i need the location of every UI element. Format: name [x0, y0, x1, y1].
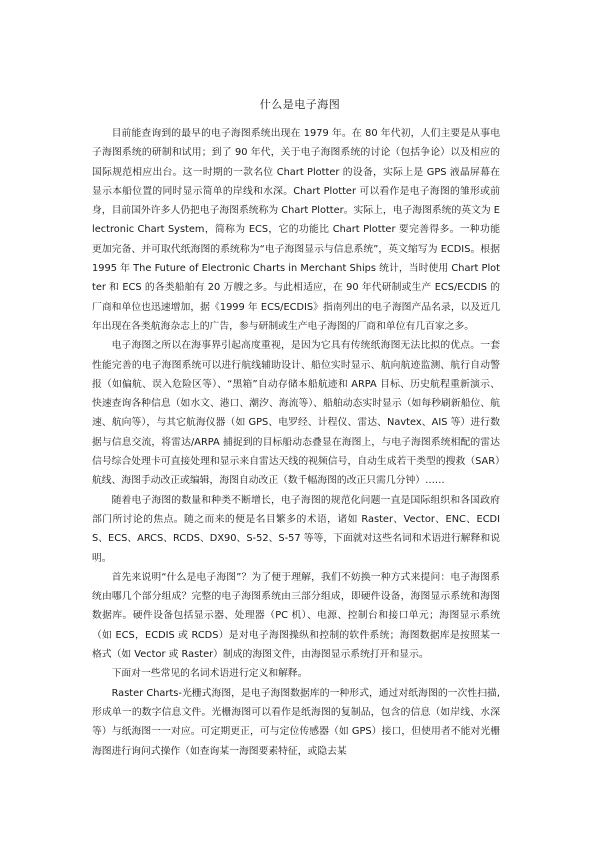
paragraph-history: 目前能查询到的最早的电子海图系统出现在 1979 年。在 80 年代初，人们主要是从事电子海图系统的研制和试用；到了 90 年代，关于电子海图系统的讨论（包括争论）以及相应的国际规范相应出台。这一时期的一款名位 Chart Plotter 的设备，实际上是 GPS 液晶屏幕在显示本船位置的同时显示简单的岸线和水深。Chart Plotter 可以看作是电子海图的雏形或前身，目前国外许多人仍把电子海图系统称为 Chart Plotter。实际上，电子海图系统的英文为 Electronic Chart System，简称为 ECS，它的功能比 Chart Plotter 要完善得多。一种功能更加完备、并可取代纸海图的系统称为“电子海图显示与信息系统”，英文缩写为 ECDIS。根据 1995 年 The Future of Electronic Charts in Merchant Ships 统计，当时使用 Chart Plotter 和 ECS 的各类船舶有 20 万艘之多。与此相适应，在 90 年代研制或生产 ECS/ECDIS 的厂商和单位也迅速增加，据《1999 年 ECS/ECDIS》指南列出的电子海图产品名录，以及近几年出现在各类航海杂志上的广告，参与研制或生产电子海图的厂商和单位有几百家之多。	[92, 128, 500, 332]
page-title: 什么是电子海图	[259, 98, 341, 111]
document-body	[92, 124, 500, 761]
paragraph-standardization: 随着电子海图的数量和种类不断增长，电子海图的规范化问题一直是国际组织和各国政府部门所讨论的焦点。随之而来的便是名目繁多的术语，诸如 Raster、Vector、ENC、ECDIS、ECS、ARCS、RCDS、DX90、S-52、S-57 等等，下面就对这些名词和术语进行解释和说明。	[92, 494, 500, 564]
paragraph-raster-charts: Raster Charts-光栅式海图，是电子海图数据库的一种形式，通过对纸海图的一次性扫描,形成单一的数字信息文件。光栅海图可以看作是纸海图的复制品，包含的信息（如岸线、水深等）与纸海图一一对应。可定期更正，可与定位传感器（如 GPS）接口，但使用者不能对光栅海图进行询问式操作（如查询某一海图要素特征，或隐去某	[92, 687, 500, 757]
paragraph-system-components: 首先来说明“什么是电子海图”？为了便于理解，我们不妨换一种方式来提问：电子海图系统由哪几个部分组成？完整的电子海图系统由三部分组成，即硬件设备，海图显示系统和海图数据库。硬件设备包括显示器、处理器（PC 机）、电源、控制台和接口单元；海图显示系统（如 ECS，ECDIS 或 RCDS）是对电子海图操纵和控制的软件系统；海图数据库是按照某一格式（如 Vector 或 Raster）制成的海图文件，由海图显示系统打开和显示。	[92, 571, 500, 661]
paragraph-advantages: 电子海图之所以在海事界引起高度重视，是因为它具有传统纸海图无法比拟的优点。一套性能完善的电子海图系统可以进行航线辅助设计、船位实时显示、航向航迹监测、航行自动警报（如偏航、误入危险区等）、“黑箱”自动存储本船航迹和 ARPA 目标、历史航程重新演示、快速查询各种信息（如水文、港口、潮汐、海流等）、船舶动态实时显示（如每秒刷新船位、航速、航向等），与其它航海仪器（如 GPS、电罗经、计程仪、雷达、Navtex、AIS 等）进行数据与信息交流，将雷达/ARPA 捕捉到的目标船动态叠显在海图上，与电子海图系统相配的雷达信号综合处理卡可直接处理和显示来自雷达天线的视频信号，自动生成若干类型的搜救（SAR）航线、海图手动改正或编辑，海图自动改正（数千幅海图的改正只需几分钟）……	[92, 340, 500, 487]
paragraph-definitions-intro: 下面对一些常见的名词术语进行定义和解释。	[111, 668, 308, 680]
